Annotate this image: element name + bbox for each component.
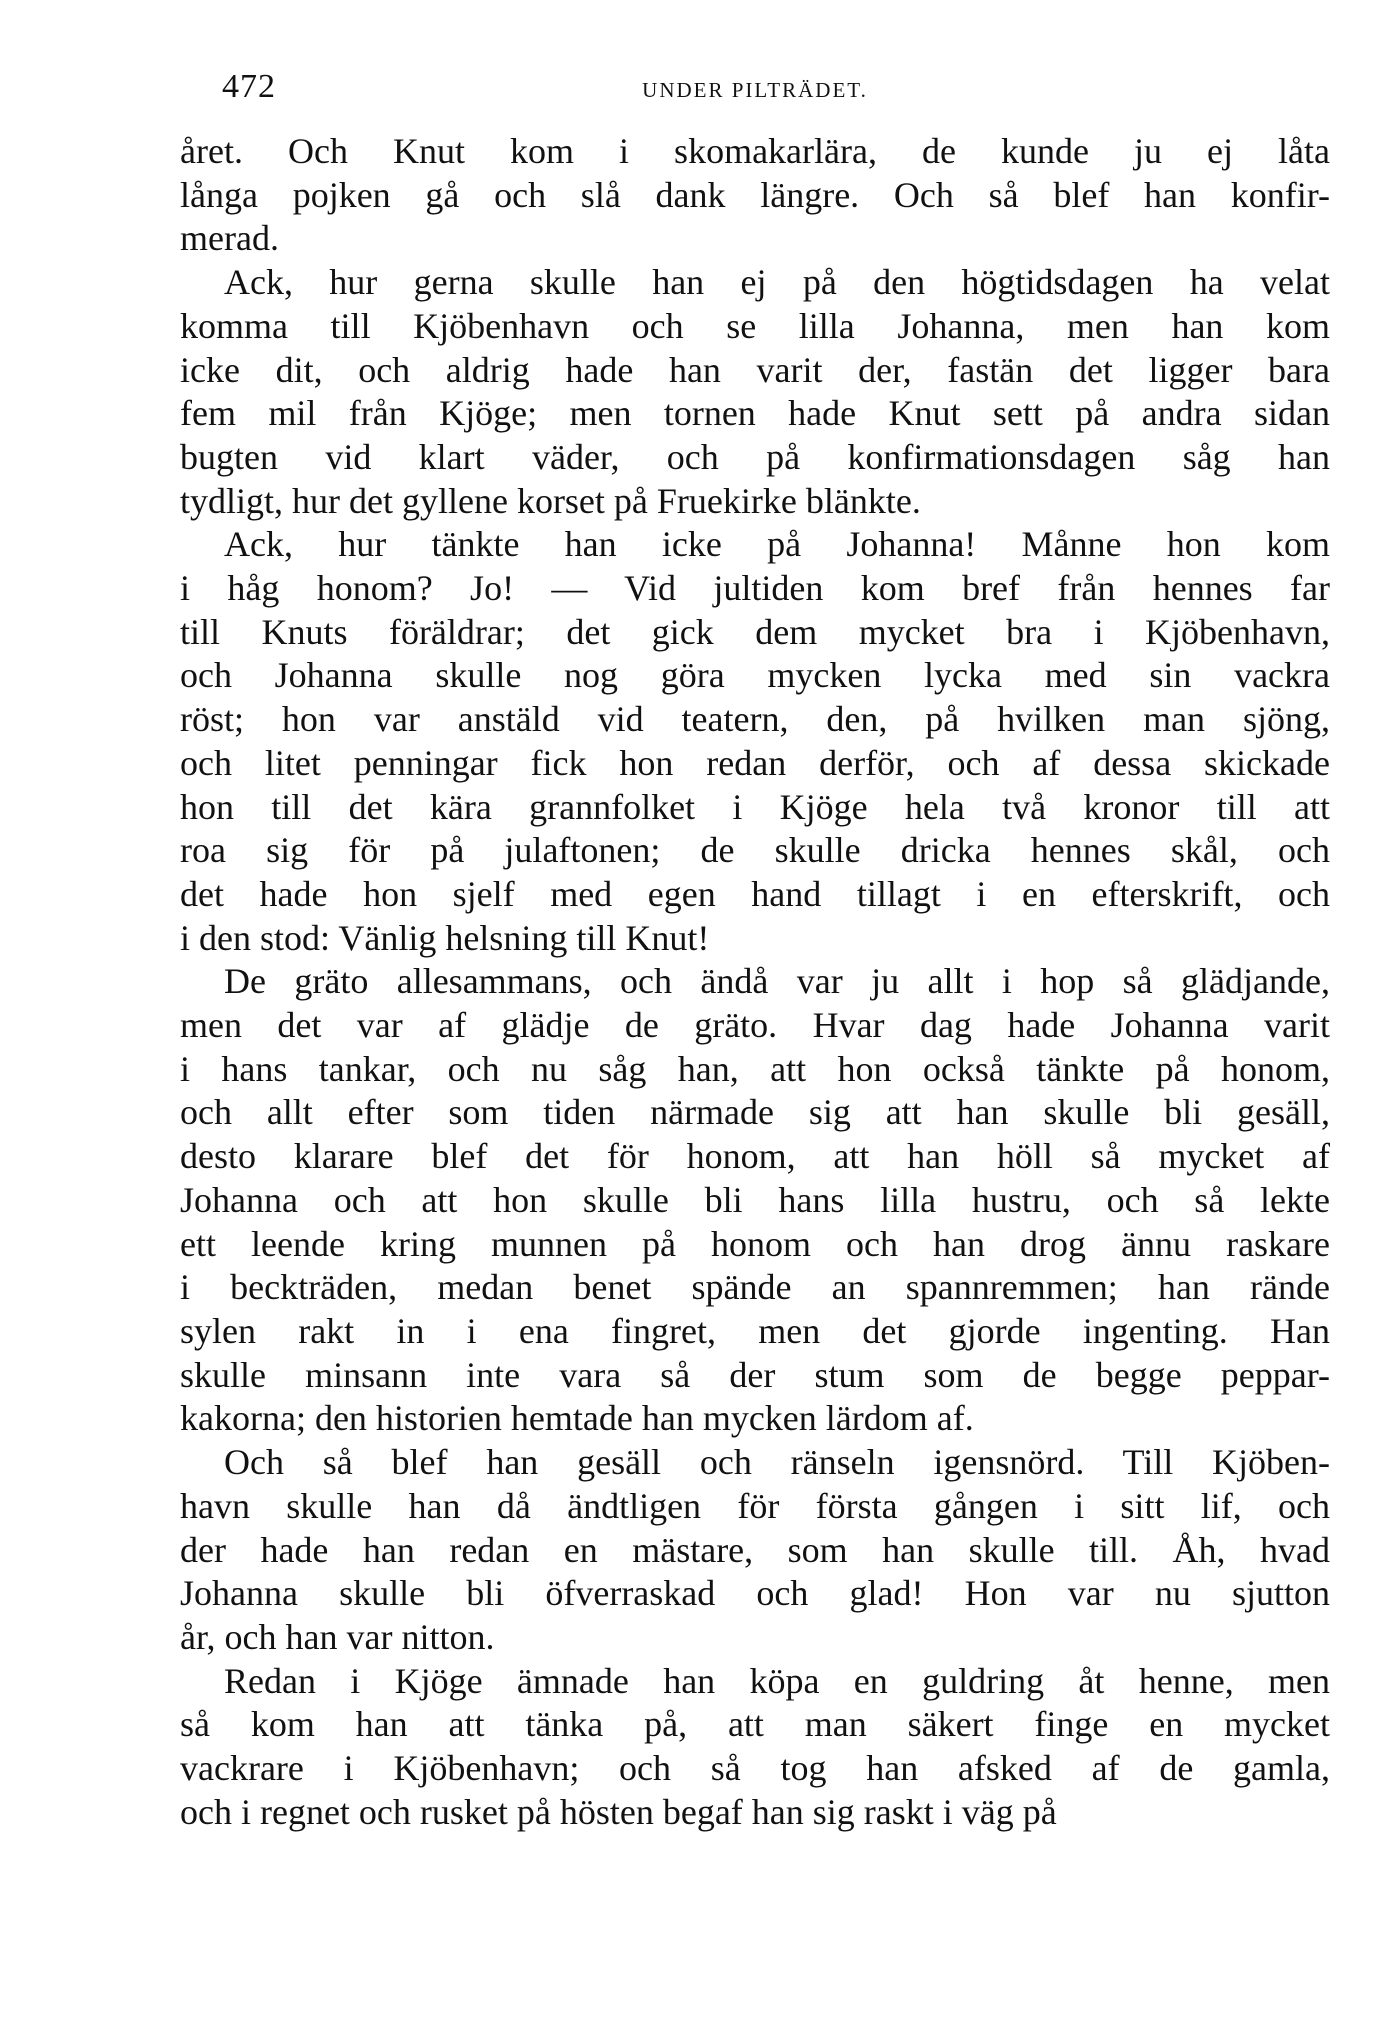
body-text	[180, 130, 1330, 1834]
text-line: och i regnet och rusket på hösten begaf han sig raskt i väg på	[180, 1791, 1057, 1832]
text-line: kakorna; den historien hemtade han mycken lärdom af.	[180, 1398, 974, 1439]
text-line: i den stod: Vänlig helsning till Knut!	[180, 917, 710, 958]
text-line: året. Och Knut kom i skomakarlära, de kunde ju ej låta	[180, 131, 1330, 171]
text-line: Ack, hur tänkte han icke på Johanna! Månne hon kom	[224, 524, 1330, 565]
text-line: tydligt, hur det gyllene korset på Fruekirke blänkte.	[180, 480, 921, 521]
text-line: och allt efter som tiden närmade sig att han skulle bli gesäll,	[180, 1092, 1330, 1133]
text-line: och Johanna skulle nog göra mycken lycka med sin vackra	[180, 655, 1330, 696]
paragraph	[180, 960, 1330, 1441]
text-line: sylen rakt in i ena fingret, men det gjorde ingenting. Han	[180, 1310, 1330, 1351]
paragraph	[180, 261, 1330, 523]
text-line: Och så blef han gesäll och ränseln igensnörd. Till Kjöben-	[224, 1442, 1330, 1483]
text-line: vackrare i Kjöbenhavn; och så tog han afsked af de gamla,	[180, 1748, 1330, 1789]
text-line: roa sig för på julaftonen; de skulle dricka hennes skål, och	[180, 830, 1330, 871]
text-line: Redan i Kjöge ämnade han köpa en guldring åt henne, men	[224, 1660, 1330, 1701]
text-line: år, och han var nitton.	[180, 1616, 495, 1657]
text-line: De gräto allesammans, och ändå var ju allt i hop så glädjande,	[224, 961, 1330, 1002]
paragraph	[180, 523, 1330, 960]
page-header	[180, 64, 1330, 124]
text-line: men det var af glädje de gräto. Hvar dag hade Johanna varit	[180, 1005, 1330, 1046]
text-line: icke dit, och aldrig hade han varit der, fastän det ligger bara	[180, 349, 1330, 390]
text-line: bugten vid klart väder, och på konfirmationsdagen såg han	[180, 436, 1330, 477]
text-line: skulle minsann inte vara så der stum som de begge peppar-	[180, 1354, 1330, 1395]
running-title: UNDER PILTRÄDET.	[642, 78, 868, 102]
text-line: Johanna skulle bli öfverraskad och glad! Hon var nu sjutton	[180, 1573, 1330, 1614]
text-line: i hans tankar, och nu såg han, att hon också tänkte på honom,	[180, 1048, 1330, 1089]
text-line: långa pojken gå och slå dank längre. Och så blef han konfir-	[180, 174, 1330, 215]
text-line: hon till det kära grannfolket i Kjöge hela två kronor till att	[180, 786, 1330, 827]
text-line: till Knuts föräldrar; det gick dem mycket bra i Kjöbenhavn,	[180, 611, 1330, 652]
text-line: havn skulle han då ändtligen för första gången i sitt lif, och	[180, 1485, 1330, 1526]
text-line: Ack, hur gerna skulle han ej på den högtidsdagen ha velat	[224, 262, 1330, 303]
paragraph	[180, 1660, 1330, 1835]
text-line: merad.	[180, 218, 279, 259]
text-line: i beckträden, medan benet spände an spannremmen; han rände	[180, 1267, 1330, 1308]
book-page	[180, 64, 1330, 1834]
text-line: fem mil från Kjöge; men tornen hade Knut sett på andra sidan	[180, 393, 1330, 434]
text-line: röst; hon var anstäld vid teatern, den, på hvilken man sjöng,	[180, 699, 1330, 740]
text-line: ett leende kring munnen på honom och han drog ännu raskare	[180, 1223, 1330, 1264]
text-line: det hade hon sjelf med egen hand tillagt i en efterskrift, och	[180, 873, 1330, 914]
text-line: komma till Kjöbenhavn och se lilla Johanna, men han kom	[180, 305, 1330, 346]
paragraph	[180, 1441, 1330, 1660]
paragraph	[180, 130, 1330, 261]
text-line: i håg honom? Jo! — Vid jultiden kom bref från hennes far	[180, 568, 1330, 609]
text-line: och litet penningar fick hon redan derför, och af dessa skickade	[180, 742, 1330, 783]
text-line: desto klarare blef det för honom, att han höll så mycket af	[180, 1136, 1330, 1177]
text-line: der hade han redan en mästare, som han skulle till. Åh, hvad	[180, 1529, 1330, 1570]
text-line: så kom han att tänka på, att man säkert finge en mycket	[180, 1704, 1330, 1745]
page-number: 472	[222, 68, 276, 105]
text-line: Johanna och att hon skulle bli hans lilla hustru, och så lekte	[180, 1179, 1330, 1220]
